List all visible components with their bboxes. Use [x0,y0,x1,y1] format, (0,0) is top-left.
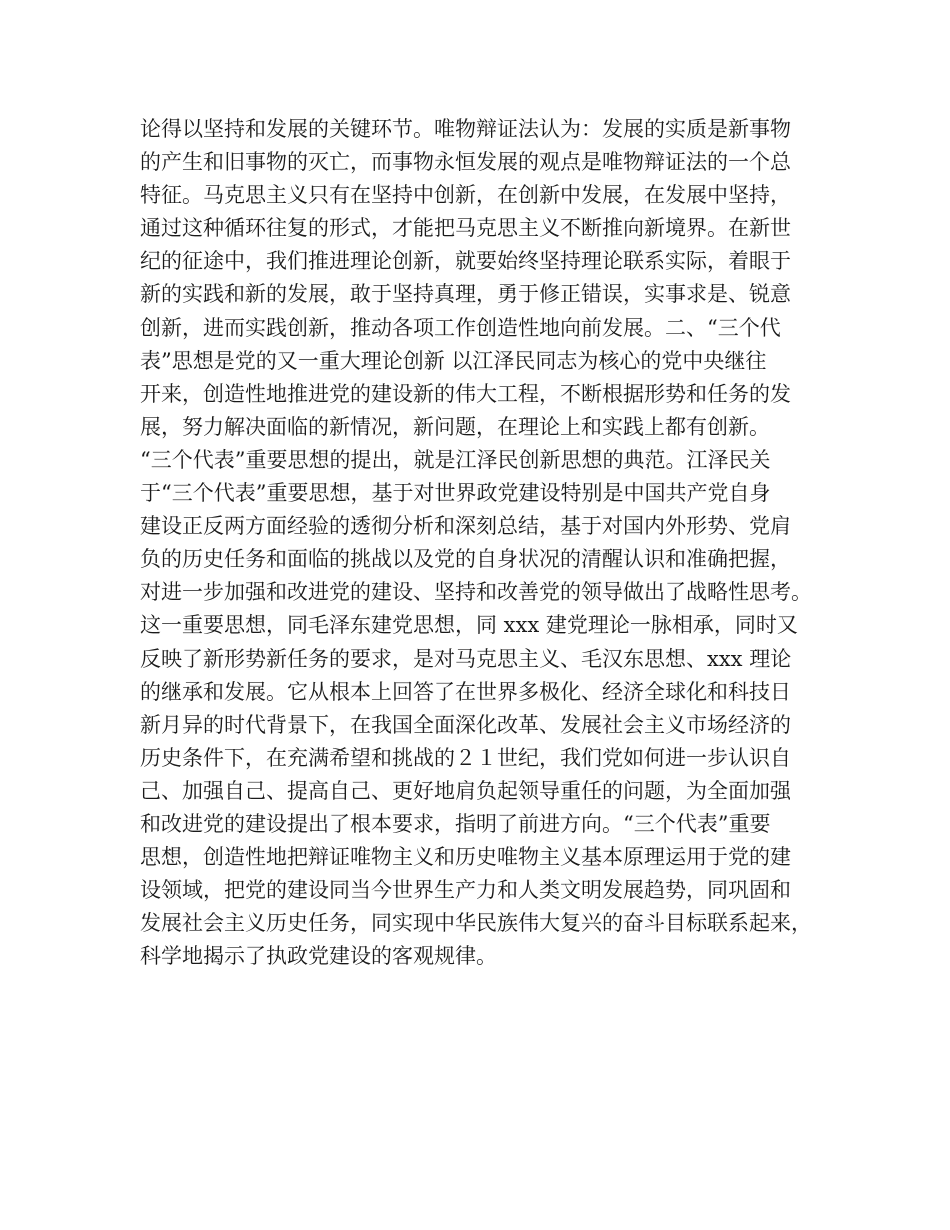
text-line: 负的历史任务和面临的挑战以及党的自身状况的清醒认识和准确把握， [140,547,791,572]
text-line: 表”思想是党的又一重大理论创新 以江泽民同志为核心的党中央继往 [140,348,767,373]
text-line: 科学地揭示了执政党建设的客观规律。 [140,944,497,969]
text-line: 新的实践和新的发展，敢于坚持真理，勇于修正错误，实事求是、锐意 [140,282,791,307]
text-line: 纪的征途中，我们推进理论创新，就要始终坚持理论联系实际，着眼于 [140,249,791,274]
text-line: 论得以坚持和发展的关键环节。唯物辩证法认为：发展的实质是新事物 [140,117,791,141]
text-line: 新月异的时代背景下，在我国全面深化改革、发展社会主义市场经济的 [140,712,791,737]
text-line: 特征。马克思主义只有在坚持中创新，在创新中发展，在发展中坚持， [140,183,791,208]
text-line: 的产生和旧事物的灭亡，而事物永恒发展的观点是唯物辩证法的一个总 [140,150,791,175]
text-line: 展，努力解决面临的新情况，新问题，在理论上和实践上都有创新。 [140,414,770,439]
text-line: 己、加强自己、提高自己、更好地肩负起领导重任的问题，为全面加强 [140,778,791,803]
text-line: “三个代表”重要思想的提出，就是江泽民创新思想的典范。江泽民关 [140,447,771,472]
text-line: 通过这种循环往复的形式，才能把马克思主义不断推向新境界。在新世 [140,216,791,241]
text-line: 设领域，把党的建设同当今世界生产力和人类文明发展趋势，同巩固和 [140,878,791,903]
text-line: 开来，创造性地推进党的建设新的伟大工程，不断根据形势和任务的发 [140,381,791,406]
text-line: 这一重要思想，同毛泽东建党思想，同 xxx 建党理论一脉相承，同时又 [140,613,798,638]
text-line: 对进一步加强和改进党的建设、坚持和改善党的领导做出了战略性思考。 [140,580,812,605]
body-text [140,113,840,973]
text-line: 历史条件下，在充满希望和挑战的２１世纪，我们党如何进一步认识自 [140,745,791,770]
text-line: 建设正反两方面经验的透彻分析和深刻总结，基于对国内外形势、党肩 [140,514,791,539]
text-line: 创新，进而实践创新，推动各项工作创造性地向前发展。二、“三个代 [140,315,781,340]
text-line: 的继承和发展。它从根本上回答了在世界多极化、经济全球化和科技日 [140,679,791,704]
text-line: 发展社会主义历史任务，同实现中华民族伟大复兴的奋斗目标联系起来， [140,911,812,936]
text-line: 于“三个代表”重要思想，基于对世界政党建设特别是中国共产党自身 [140,481,771,506]
text-line: 反映了新形势新任务的要求，是对马克思主义、毛汉东思想、xxx 理论 [140,646,792,671]
text-line: 思想，创造性地把辩证唯物主义和历史唯物主义基本原理运用于党的建 [140,845,791,870]
text-line: 和改进党的建设提出了根本要求，指明了前进方向。“三个代表”重要 [140,811,771,836]
